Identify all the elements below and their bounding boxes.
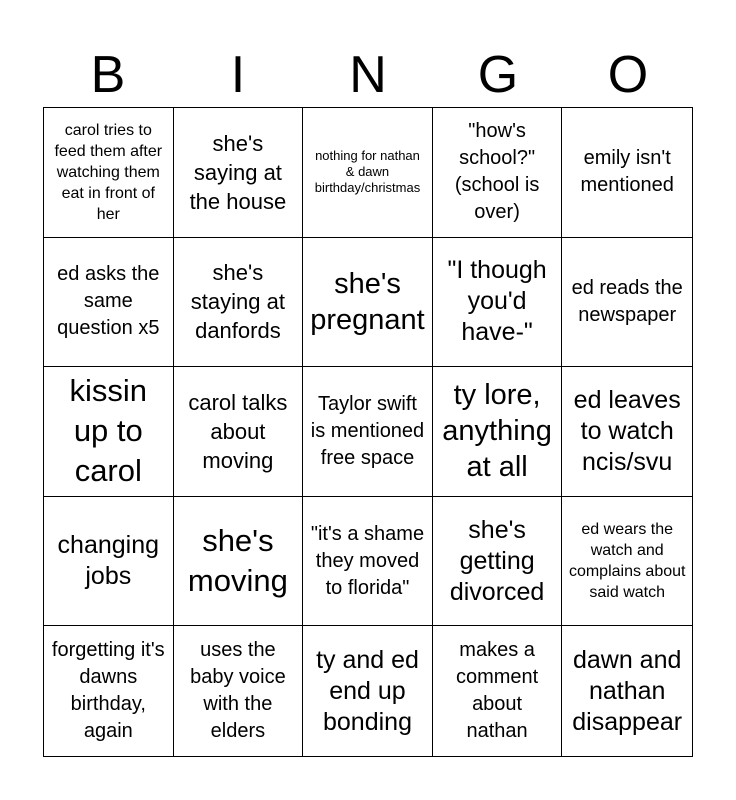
bingo-cell-r4c1[interactable] [44, 497, 174, 627]
cell-text: carol tries to feed them after watching them eat in front of her [54, 121, 163, 223]
header-letter-n: N [349, 46, 387, 104]
bingo-cell-r3c5[interactable] [562, 367, 692, 497]
cell-text: makes a comment about nathan [455, 639, 539, 743]
cell-text: ty and ed end up bonding [316, 645, 419, 736]
bingo-cell-r4c3[interactable] [303, 497, 433, 627]
bingo-cell-r3c3[interactable] [303, 367, 433, 497]
bingo-cell-r1c3[interactable] [303, 108, 433, 238]
bingo-cell-r1c5[interactable] [562, 108, 692, 238]
header-letter-i: I [230, 46, 246, 104]
cell-text: she's getting divorced [449, 515, 545, 606]
cell-text: ty lore, anything at all [442, 379, 552, 484]
cell-text: ed leaves to watch ncis/svu [573, 385, 681, 476]
bingo-cell-r2c3[interactable] [303, 238, 433, 368]
bingo-cell-r5c4[interactable] [433, 626, 563, 756]
cell-text: changing jobs [57, 531, 160, 591]
header-letter-g: G [477, 46, 519, 104]
cell-text: uses the baby voice with the elders [190, 639, 286, 743]
bingo-cell-r1c4[interactable] [433, 108, 563, 238]
bingo-cell-r1c2[interactable] [174, 108, 304, 238]
cell-text: kissin up to carol [69, 373, 148, 489]
cell-text: ed wears the watch and complains about said watch [568, 521, 686, 602]
cell-text: ed asks the same question x5 [57, 263, 160, 340]
cell-text: ed reads the newspaper [571, 276, 683, 326]
cell-text: she's pregnant [310, 267, 425, 336]
bingo-board [43, 107, 693, 757]
cell-text: she's moving [187, 523, 288, 599]
cell-text: "it's a shame they moved to florida" [310, 522, 425, 599]
bingo-cell-r5c2[interactable] [174, 626, 304, 756]
bingo-cell-r4c2[interactable] [174, 497, 304, 627]
bingo-cell-r1c1[interactable] [44, 108, 174, 238]
bingo-cell-r3c4[interactable] [433, 367, 563, 497]
cell-text: Taylor swift is mentioned free space [310, 392, 425, 469]
cell-text: emily isn't mentioned [580, 147, 674, 197]
cell-text: dawn and nathan disappear [572, 645, 683, 736]
bingo-cell-r4c5[interactable] [562, 497, 692, 627]
cell-text: "I though you'd have-" [447, 256, 547, 347]
cell-text: she's staying at danfords [190, 260, 285, 344]
header-letter-b: B [90, 46, 126, 104]
bingo-cell-r2c5[interactable] [562, 238, 692, 368]
cell-text: forgetting it's dawns birthday, again [51, 639, 165, 743]
bingo-cell-r2c2[interactable] [174, 238, 304, 368]
bingo-cell-r3c1[interactable] [44, 367, 174, 497]
bingo-cell-r2c1[interactable] [44, 238, 174, 368]
cell-text: carol talks about moving [188, 389, 288, 473]
bingo-cell-r2c4[interactable] [433, 238, 563, 368]
cell-text: "how's school?" (school is over) [454, 120, 540, 224]
bingo-cell-r5c1[interactable] [44, 626, 174, 756]
bingo-header [43, 42, 693, 108]
cell-text: she's saying at the house [189, 130, 287, 214]
header-letter-o: O [607, 46, 649, 104]
bingo-cell-r4c4[interactable] [433, 497, 563, 627]
bingo-cell-r5c3[interactable] [303, 626, 433, 756]
cell-text: nothing for nathan & dawn birthday/christmas [314, 148, 421, 196]
bingo-cell-r3c2[interactable] [174, 367, 304, 497]
bingo-cell-r5c5[interactable] [562, 626, 692, 756]
